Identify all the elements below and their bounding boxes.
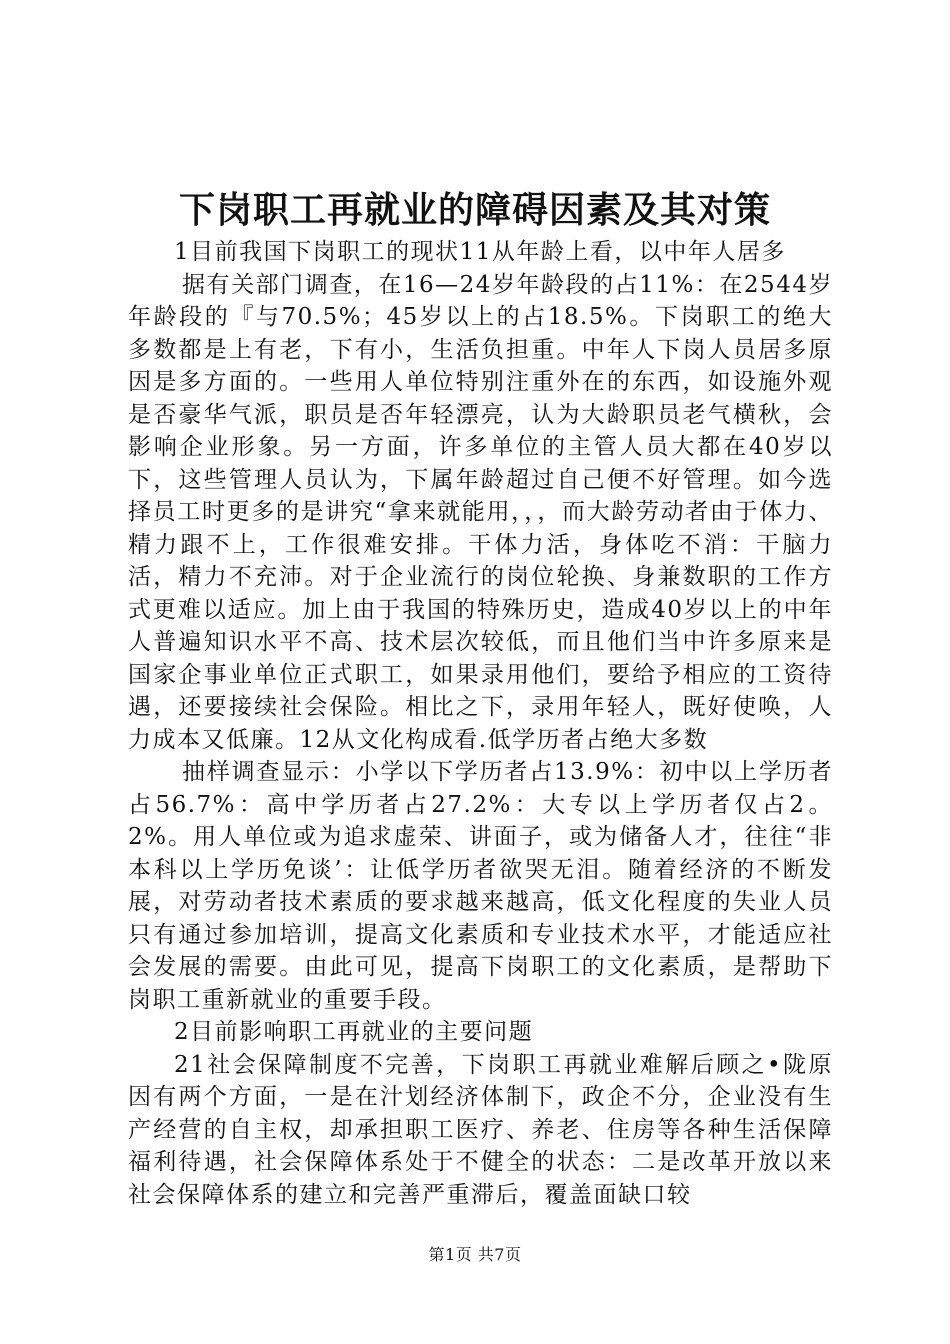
paragraph-age-analysis: 据有关部门调查，在16—24岁年龄段的占11%：在2544岁年龄段的『与70.5%；45岁以上的占18.5%。下岗职工的绝大多数都是上有老，下有小，生活负担重。中年人下岗人员居多原因是多方面的。一些用人单位特别注重外在的东西，如设施外观是否豪华气派，职员是否年轻漂亮，认为大龄职员老气横秋，会影响企业形象。另一方面，许多单位的主管人员大都在40岁以下，这些管理人员认为，下属年龄超过自己便不好管理。如今选择员工时更多的是讲究“拿来就能用，，，而大龄劳动者由于体力、精力跟不上，工作很难安排。干体力活，身体吃不消：干脑力活，精力不充沛。对于企业流行的岗位轮换、身兼数职的工作方式更难以适应。加上由于我国的特殊历史，造成40岁以上的中年人普遍知识水平不高、技术层次较低，而且他们当中许多原来是国家企事业单位正式职工，如果录用他们，要给予相应的工资待遇，还要接续社会保险。相比之下，录用年轻人，既好使唤，人力成本又低廉。12从文化构成看.低学历者占绝大多数 [128,271,833,753]
document-body [128,236,833,1211]
paragraph-social-security: 21社会保障制度不完善，下岗职工再就业难解后顾之•陇原因有两个方面，一是在汁划经济体制下，政企不分，企业没有生产经营的自主权，却承担职工医疗、养老、住房等各种生活保障福利待遇，社会保障体系处于不健全的状态：二是改革开放以来社会保障体系的建立和完善严重滞后，覆盖面缺口较 [128,1051,833,1208]
document-title: 下岗职工再就业的障碍因素及其对策 [178,189,771,231]
page-number: 第1页 共7页 [428,1245,522,1264]
paragraph-education-survey: 抽样调查显示：小学以下学历者占13.9%：初中以上学历者占56.7%：高中学历者占27.2%：大专以上学历者仅占2。2%。用人单位或为追求虚荣、讲面子，或为储备人才，往往“非本科以上学历免谈’：让低学历者欲哭无泪。随着经济的不断发展，对劳动者技术素质的要求越来越高，低文化程度的失业人员只有通过参加培训，提高文化素质和专业技术水平，才能适应社会发展的需要。由此可见，提高下岗职工的文化素质，是帮助下岗职工重新就业的重要手段。 [128,759,833,1013]
paragraph-heading-1: 1目前我国下岗职工的现状11从年龄上看，以中年人居多 [174,239,786,265]
paragraph-heading-2: 2目前影响职工再就业的主要问题 [174,1019,534,1045]
